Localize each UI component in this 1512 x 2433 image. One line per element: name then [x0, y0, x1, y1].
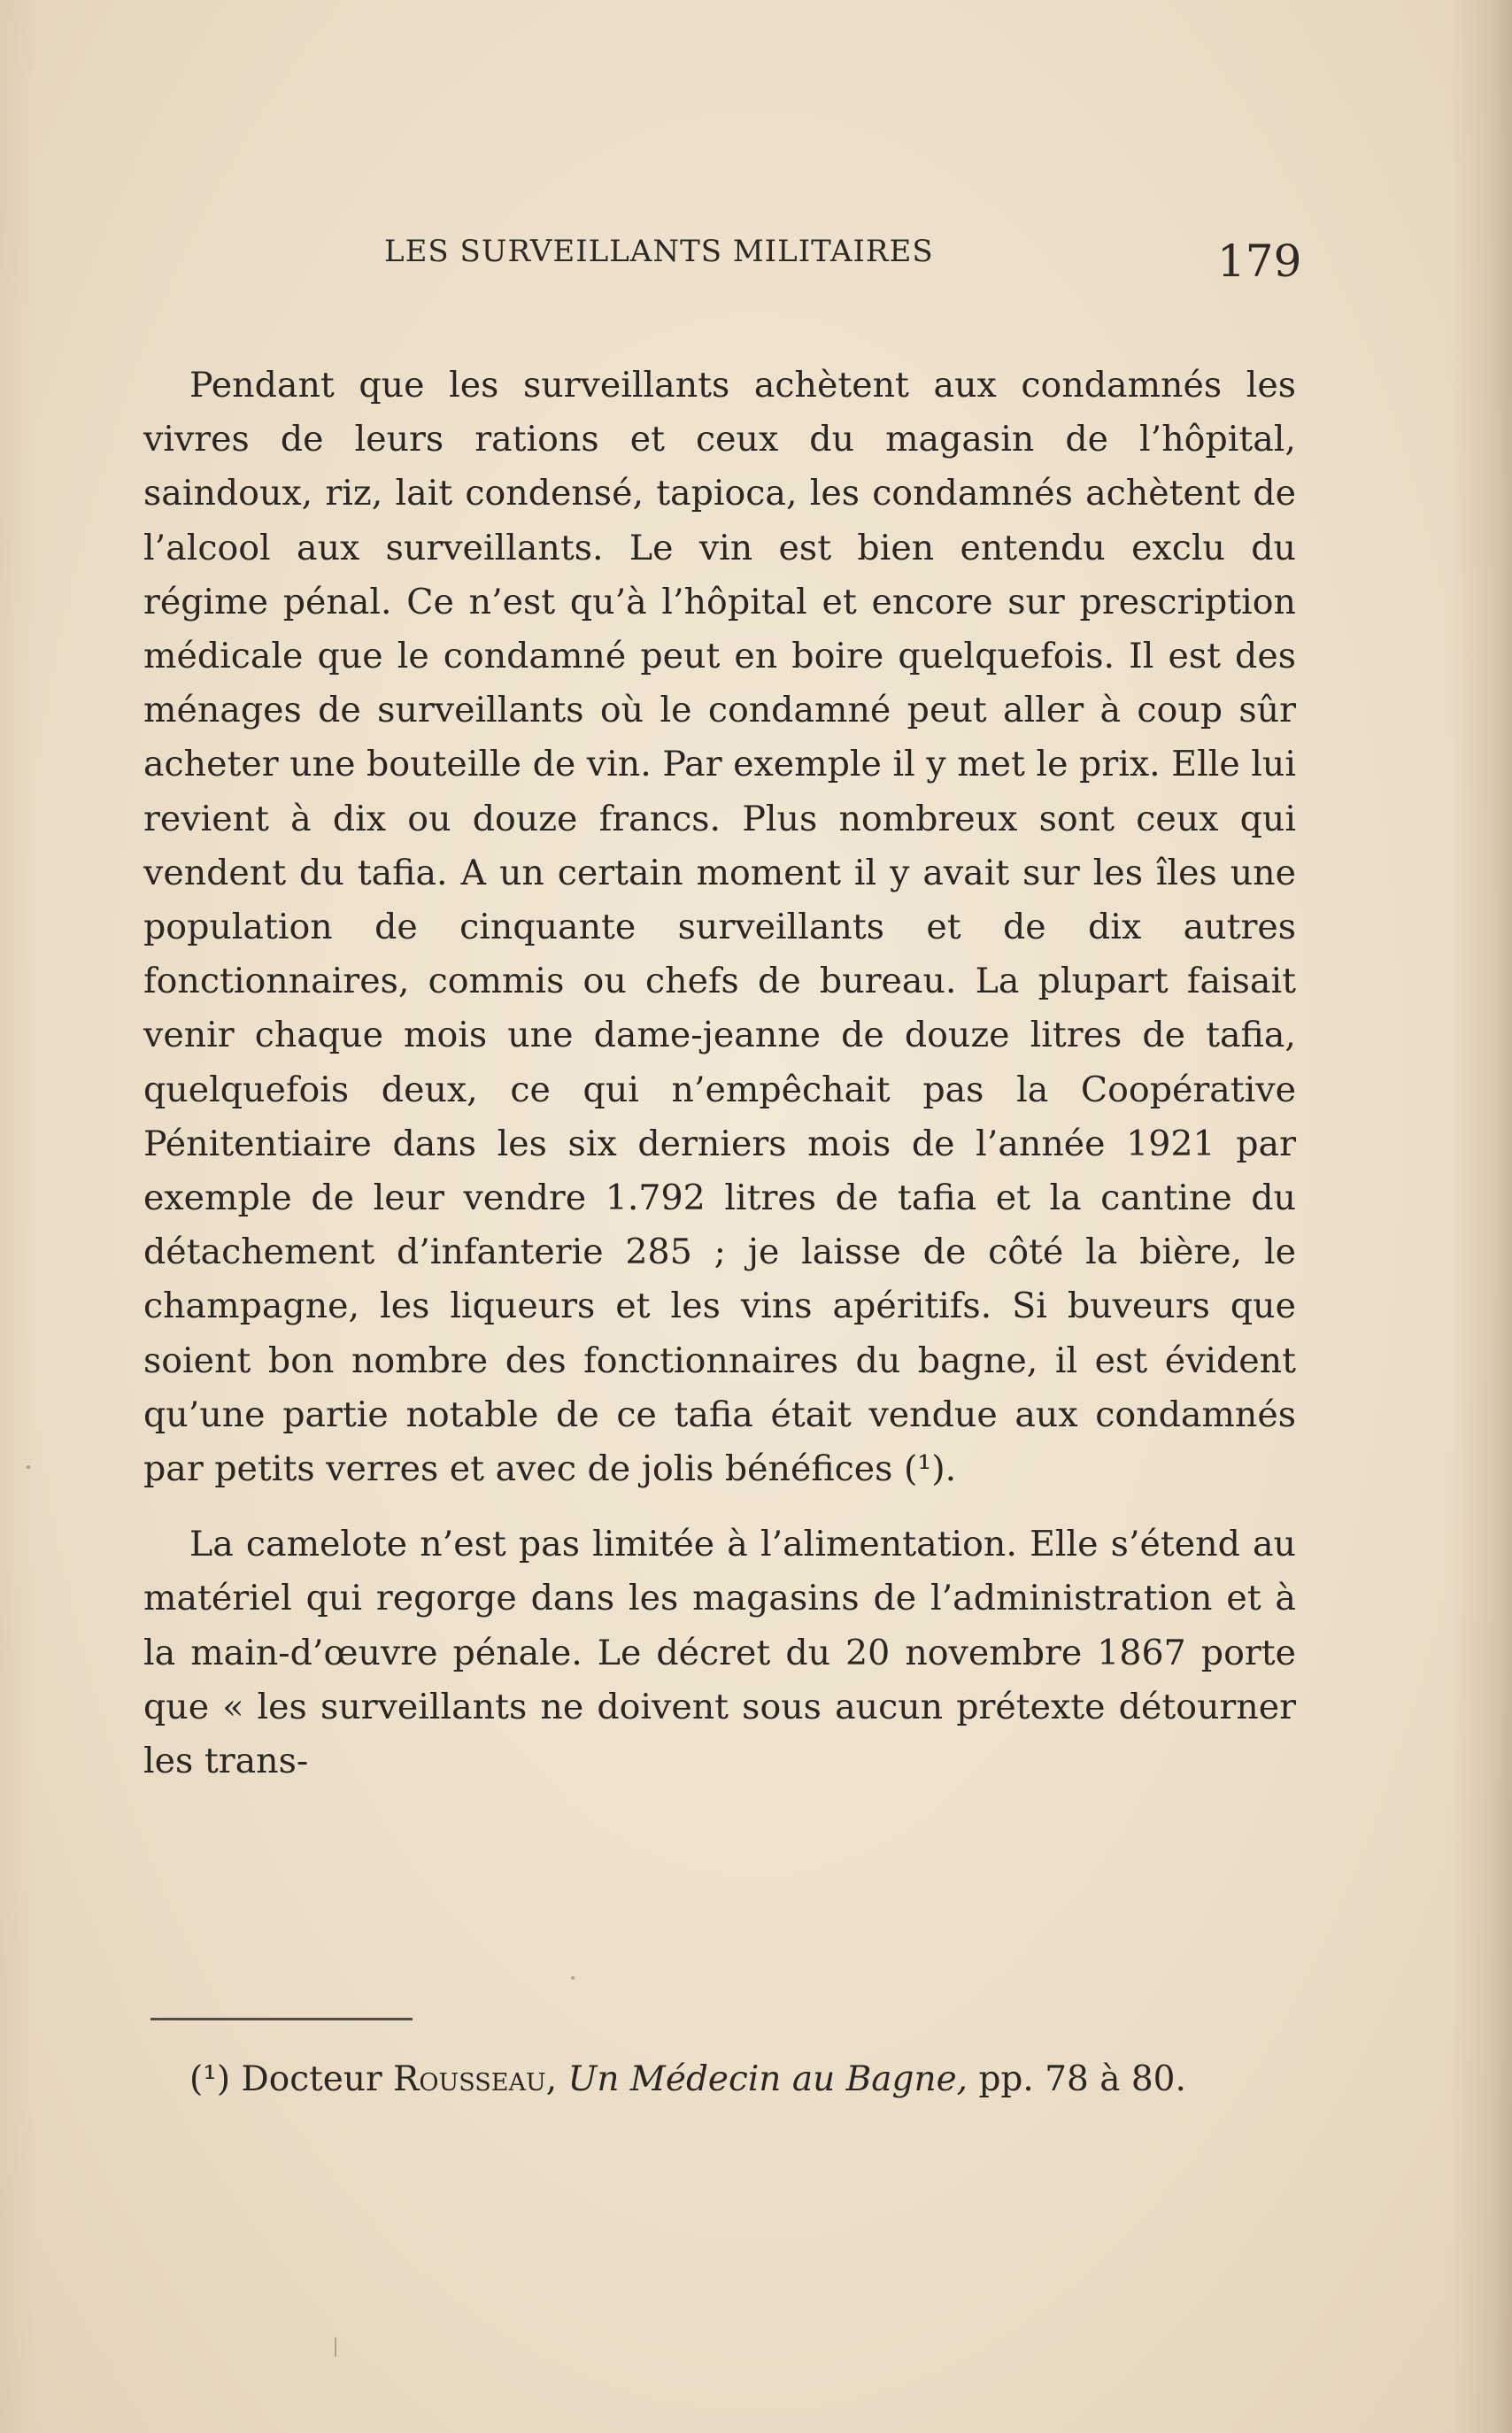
footnote-author-title: Docteur: [241, 2059, 382, 2099]
page-number: 179: [1217, 236, 1302, 287]
footnote-book-title: Un Médecin au Bagne,: [567, 2059, 968, 2099]
paper-speck: [27, 1465, 30, 1469]
paper-speck: [335, 2337, 336, 2357]
running-title: LES SURVEILLANTS MILITAIRES: [384, 234, 934, 269]
footnote-marker: (¹): [189, 2059, 231, 2099]
footnote-author-name: Rousseau,: [393, 2059, 558, 2099]
footnote: [143, 2052, 1296, 2106]
page-right-shadow: [1450, 0, 1512, 2433]
footnote-rule: [150, 2018, 413, 2020]
paragraph-1: Pendant que les surveillants achètent aux condamnés les vivres de leurs rations et ceux du magasin de l’hôpital, saindoux, riz, lait condensé, tapioca, les condamnés achètent de l’alcool aux surveillants. Le vin est bien entendu exclu du régime pénal. Ce n’est qu’à l’hôpital et encore sur prescription médicale que le condamné peut en boire quelquefois. Il est des ménages de surveillants où le condamné peut aller à coup sûr acheter une bouteille de vin. Par exemple il y met le prix. Elle lui revient à dix ou douze francs. Plus nombreux sont ceux qui vendent du tafia. A un certain moment il y avait sur les îles une population de cinquante surveillants et de dix autres fonctionnaires, commis ou chefs de bureau. La plupart faisait venir chaque mois une dame-jeanne de douze litres de tafia, quelquefois deux, ce qui n’empêchait pas la Coopérative Pénitentiaire dans les six derniers mois de l’année 1921 par exemple de leur vendre 1.792 litres de tafia et la cantine du détachement d’infanterie 285 ; je laisse de côté la bière, le champagne, les liqueurs et les vins apéritifs. Si buveurs que soient bon nombre des fonctionnaires du bagne, il est évident qu’une partie notable de ce tafia était vendue aux condamnés par petits verres et avec de jolis bénéfices (¹).: [143, 365, 1296, 1490]
body-text: [143, 359, 1296, 1788]
page-left-shadow: [0, 0, 35, 2433]
footnote-pages: pp. 78 à 80.: [978, 2059, 1186, 2099]
paragraph-2: La camelote n’est pas limitée à l’alimentation. Elle s’étend au matériel qui regorge dans les magasins de l’administration et à la main-d’œuvre pénale. Le décret du 20 novembre 1867 porte que « les surveillants ne doivent sous aucun prétexte détourner les trans-: [143, 1524, 1296, 1782]
paper-speck: [571, 1976, 575, 1980]
